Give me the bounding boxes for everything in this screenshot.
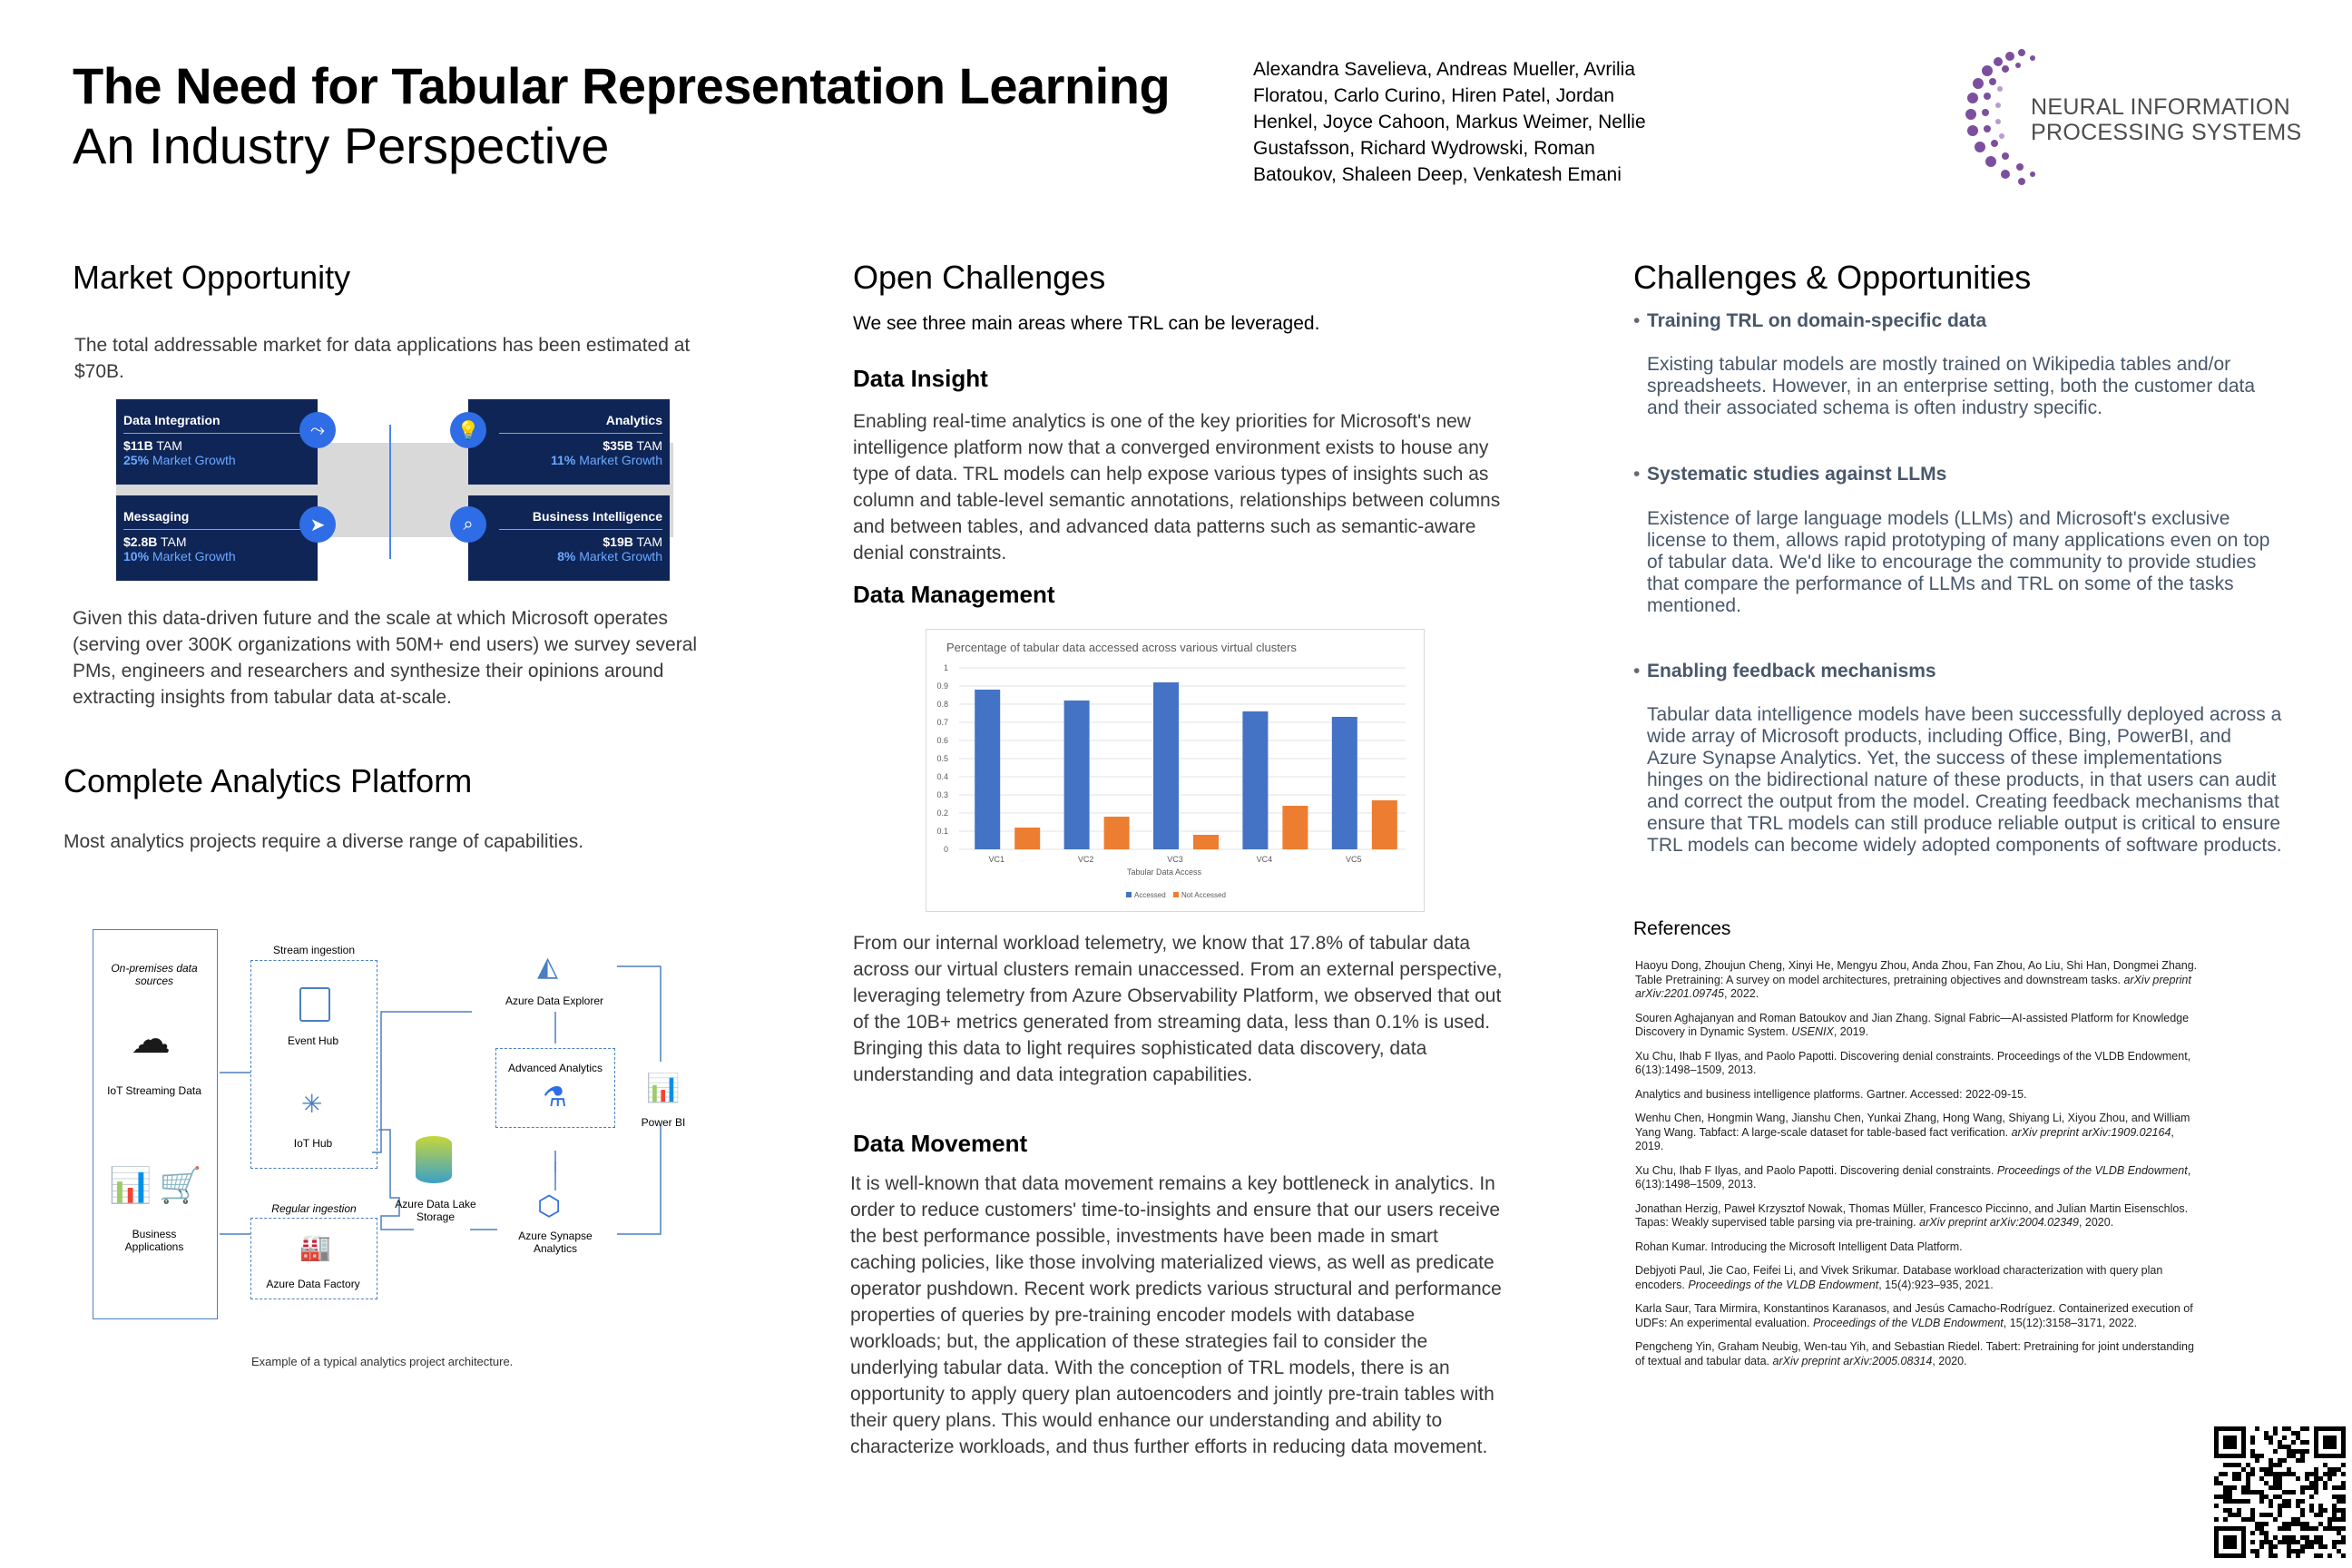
movement-heading: Data Movement <box>853 1130 1028 1157</box>
reference-item: Karla Saur, Tara Mirmira, Konstantinos Karanasos, and Jesús Camacho-Rodríguez. Containerized execution of UDFs: An experimental evaluation. Proceedings of the VLDB Endowment, 15(12):3158–3171, 2022. <box>1635 1302 2193 1329</box>
chart-search-icon: ⌕ <box>450 506 486 543</box>
lightbulb-icon: 💡 <box>450 412 486 448</box>
iot-label: IoT Streaming Data <box>107 1084 201 1097</box>
qr-code <box>2214 1426 2346 1558</box>
insight-body: Enabling real-time analytics is one of the key priorities for Microsoft's new intelligence platform now that a converged environment exists to house any type of data. TRL models can help expose various types of insights such as column and table-level semantic annotations, relationships between columns and between tables, and advanced data patterns such as semantic-aware denial constraints. <box>853 411 1501 564</box>
bar-accessed <box>1242 711 1268 849</box>
reference-item: Xu Chu, Ihab F Ilyas, and Paolo Papotti. Discovering denial constraints. Proceedings of the VLDB Endowment, 6(13):1498–1509, 2013. <box>1635 1163 2191 1191</box>
bar-not-accessed <box>1282 806 1308 849</box>
stream-label: Stream ingestion <box>272 944 356 956</box>
tile-business-intelligence: Business Intelligence $19B TAM 8% Market Growth <box>468 495 670 581</box>
challenges-heading: Open Challenges <box>853 259 1106 296</box>
y-tick-label: 0.4 <box>936 772 948 781</box>
business-label: Business Applications <box>124 1228 184 1253</box>
synapse-label: Azure Synapse Analytics <box>518 1230 593 1255</box>
management-heading: Data Management <box>853 581 1055 608</box>
legend-swatch <box>1173 892 1179 897</box>
poster-title: The Need for Tabular Representation Learning <box>73 57 1171 114</box>
platform-intro: Most analytics projects require a diverse range of capabilities. <box>64 831 584 852</box>
advanced-label: Advanced Analytics <box>507 1062 603 1074</box>
bar-accessed <box>1153 682 1179 849</box>
y-tick-label: 0.9 <box>936 681 948 691</box>
platform-heading: Complete Analytics Platform <box>64 762 473 799</box>
y-tick-label: 0 <box>943 845 948 854</box>
insight-heading: Data Insight <box>853 365 988 392</box>
bullet-1: • <box>1633 310 1641 331</box>
iot-hub-icon: ✳ <box>301 1090 323 1118</box>
movement-body: It is well-known that data movement remains a key bottleneck in analytics. In order to reduce customers' time-to-insights and ensure that our users receive the best performance possible, investments have been made in smart caching policies, like those involving materialized views, as well as predicate operator pushdown. Recent work predicts various structural and performance properties of queries by pre-training encoder models with database workloads; but, the application of these strategies fail to consider the underlying tabular data. With the conception of TRL models, there is an opportunity to apply query plan autoencoders and jointly pre-train tables with their query plans. This would enhance our understanding and ability to characterize workloads, and thus further efforts in reducing data movement. <box>850 1173 1502 1457</box>
neurips-logo-icon <box>1960 45 2042 191</box>
reference-item: Souren Aghajanyan and Roman Batoukov and Jian Zhang. Signal Fabric—AI-assisted Platform for Knowledge Discovery in Dynamic System. USENIX, 2019. <box>1635 1011 2190 1038</box>
regular-label: Regular ingestion <box>271 1202 357 1215</box>
opp-3-body: Tabular data intelligence models have been successfully deployed across a wide array of Microsoft products, including Office, Bing, PowerBI, and Azure Synapse Analytics. Yet, the success of these implementations hinges on the bidirectional nature of these products, in that users can audit and correct the output from the model. Creating feedback mechanisms that ensure that TRL models can still produce reliable output is critical to ensure TRL models can become widely adopted components of software products. <box>1647 704 2282 856</box>
neurips-logo <box>1960 45 2305 191</box>
opp-2-title: Systematic studies against LLMs <box>1647 464 1947 485</box>
reference-item: Wenhu Chen, Hongmin Wang, Jianshu Chen, Yunkai Zhang, Hong Wang, Shiyang Li, Xiyou Zhou, and William Yang Wang. Tabfact: A large-scale dataset for table-based fact verification. arXiv preprint arXiv:1909.02164, 2019. <box>1635 1112 2190 1152</box>
routing-icon: ⤳ <box>299 412 336 448</box>
chart-title: Percentage of tabular data accessed across various virtual clusters <box>946 641 1297 654</box>
factory-label: Azure Data Factory <box>266 1278 360 1290</box>
lake-icon <box>416 1136 452 1183</box>
event-hub-label: Event Hub <box>287 1034 339 1047</box>
references-heading: References <box>1633 918 1731 939</box>
y-tick-label: 0.1 <box>936 827 948 836</box>
access-chart-svg <box>926 630 1424 911</box>
reference-item: Xu Chu, Ihab F Ilyas, and Paolo Papotti. Discovering denial constraints. Proceedings of the VLDB Endowment, 6(13):1498–1509, 2013. <box>1635 1049 2191 1076</box>
opps-heading: Challenges & Opportunities <box>1633 259 2032 296</box>
market-heading: Market Opportunity <box>73 259 351 296</box>
bar-accessed <box>1064 701 1090 849</box>
reference-item: Pengcheng Yin, Graham Neubig, Wen-tau Yih, and Sebastian Riedel. Tabert: Pretraining for joint understanding of textual and tabular data. arXiv preprint arXiv:2005.08314, 2020. <box>1635 1340 2194 1367</box>
logo-text-1: NEURAL INFORMATION <box>2031 94 2290 120</box>
y-tick-label: 0.7 <box>936 718 948 727</box>
paper-plane-icon: ➤ <box>299 506 336 543</box>
onprem-label: On-premises data sources <box>111 962 198 987</box>
tile-messaging: Messaging $2.8B TAM 10% Market Growth <box>116 495 318 581</box>
y-tick-label: 0.8 <box>936 700 948 709</box>
presentation-icon: 📊 <box>109 1167 152 1205</box>
lake-label: Azure Data Lake Storage <box>395 1198 476 1223</box>
legend-swatch <box>1126 892 1132 897</box>
y-tick-label: 1 <box>943 663 948 672</box>
reference-item: Debjyoti Paul, Jie Cao, Feifei Li, and Vivek Srikumar. Database workload characterization with query plan encoders. Proceedings of the VLDB Endowment, 15(4):923–935, 2021. <box>1635 1264 2163 1291</box>
opp-1-body: Existing tabular models are mostly trained on Wikipedia tables and/or spreadsheets. However, in an enterprise setting, both the customer data and their associated schema is often industry specific. <box>1647 354 2256 418</box>
bar-accessed <box>1332 717 1357 849</box>
access-chart <box>926 629 1425 912</box>
y-tick-label: 0.3 <box>936 790 948 799</box>
legend-label: Not Accessed <box>1181 891 1226 899</box>
x-tick-label: VC5 <box>1346 855 1362 864</box>
reference-list <box>1635 959 2198 1378</box>
opp-1-title: Training TRL on domain-specific data <box>1647 310 1987 331</box>
opp-2-body: Existence of large language models (LLMs) and Microsoft's exclusive license to them, allows rapid prototyping of many applications even on top of tabular data. We'd like to encourage the community to provide studies that compare the performance of LLMs and TRL on some of the tasks mentioned. <box>1647 508 2270 616</box>
reference-item: Rohan Kumar. Introducing the Microsoft Intelligent Data Platform. <box>1635 1240 1963 1253</box>
tile-data-integration: Data Integration $11B TAM 25% Market Growth <box>116 399 318 485</box>
diagram-caption: Example of a typical analytics project architecture. <box>251 1355 514 1368</box>
bar-not-accessed <box>1193 835 1219 849</box>
author-list: Alexandra Savelieva, Andreas Mueller, Avrilia Floratou, Carlo Curino, Hiren Patel, Jordan Henkel, Joyce Cahoon, Markus Weimer, Nellie Gustafsson, Richard Wydrowski, Roman Batoukov, Shaleen Deep, Venkatesh Emani <box>1253 59 1646 185</box>
challenges-intro: We see three main areas where TRL can be leveraged. <box>853 313 1320 334</box>
qr-code-icon <box>2214 1426 2346 1558</box>
iot-cloud-icon: ☁ <box>131 1017 171 1062</box>
reference-item: Haoyu Dong, Zhoujun Cheng, Xinyi He, Mengyu Zhou, Anda Zhou, Fan Zhou, Ao Liu, Shi Han, Dongmei Zhang. Table Pretraining: A survey on model architectures, pretraining objectives and downstream tasks. arXiv preprint arXiv:2201.09745, 2022. <box>1635 959 2198 1000</box>
bar-not-accessed <box>1014 828 1040 849</box>
poster-subtitle: An Industry Perspective <box>73 117 610 174</box>
powerbi-icon: 📊 <box>646 1073 681 1103</box>
y-tick-label: 0.5 <box>936 754 948 763</box>
powerbi-label: Power BI <box>641 1116 686 1129</box>
event-hub-icon <box>299 987 330 1022</box>
iot-hub-label: IoT Hub <box>293 1137 333 1150</box>
explorer-icon: ◭ <box>537 952 559 982</box>
bullet-2: • <box>1633 464 1641 485</box>
synapse-icon: ⬡ <box>537 1191 562 1221</box>
market-body: Given this data-driven future and the scale at which Microsoft operates (serving over 300K organizations with 50M+ end users) we survey several PMs, engineers and researchers and synthesize their opinions around extracting insights from tabular data at-scale. <box>73 608 698 708</box>
bar-not-accessed <box>1372 800 1397 849</box>
tile-divider <box>389 425 391 559</box>
bullet-3: • <box>1633 661 1641 681</box>
reference-item: Analytics and business intelligence platforms. Gartner. Accessed: 2022-09-15. <box>1635 1087 2027 1101</box>
x-tick-label: VC2 <box>1077 855 1094 864</box>
legend-label: Accessed <box>1134 891 1166 899</box>
logo-text-2: PROCESSING SYSTEMS <box>2031 120 2302 145</box>
y-tick-label: 0.6 <box>936 736 948 745</box>
factory-icon: 🏭 <box>299 1233 331 1261</box>
bar-not-accessed <box>1104 817 1130 849</box>
management-body: From our internal workload telemetry, we know that 17.8% of tabular data across our virtual clusters remain unaccessed. From an external perspective, leveraging telemetry from Azure Observability Platform, we observed that out of the 10B+ metrics generated from streaming data, less than 0.1% is used. Bringing this data to light requires sophisticated data discovery, data understanding and data integration capabilities. <box>853 933 1503 1085</box>
market-intro: The total addressable market for data applications has been estimated at $70B. <box>74 335 691 382</box>
y-tick-label: 0.2 <box>936 808 948 818</box>
flask-icon: ⚗ <box>543 1083 567 1112</box>
cart-icon: 🛒 <box>159 1167 202 1205</box>
bar-accessed <box>975 690 1000 849</box>
explorer-label: Azure Data Explorer <box>505 995 604 1007</box>
x-tick-label: VC3 <box>1167 855 1183 864</box>
market-tiles <box>116 399 673 581</box>
tile-analytics: Analytics $35B TAM 11% Market Growth <box>468 399 670 485</box>
opp-3-title: Enabling feedback mechanisms <box>1647 661 1936 681</box>
reference-item: Jonathan Herzig, Paweł Krzysztof Nowak, Thomas Müller, Francesco Piccinno, and Julian Martin Eisenschlos. Tapas: Weakly supervised table parsing via pre-training. arXiv preprint arXiv:2004.02349, 2020. <box>1635 1201 2189 1229</box>
onprem-box <box>93 929 218 1319</box>
architecture-diagram <box>91 926 708 1325</box>
x-tick-label: VC1 <box>988 855 1004 864</box>
x-axis-label: Tabular Data Access <box>1126 867 1202 877</box>
x-tick-label: VC4 <box>1256 855 1273 864</box>
